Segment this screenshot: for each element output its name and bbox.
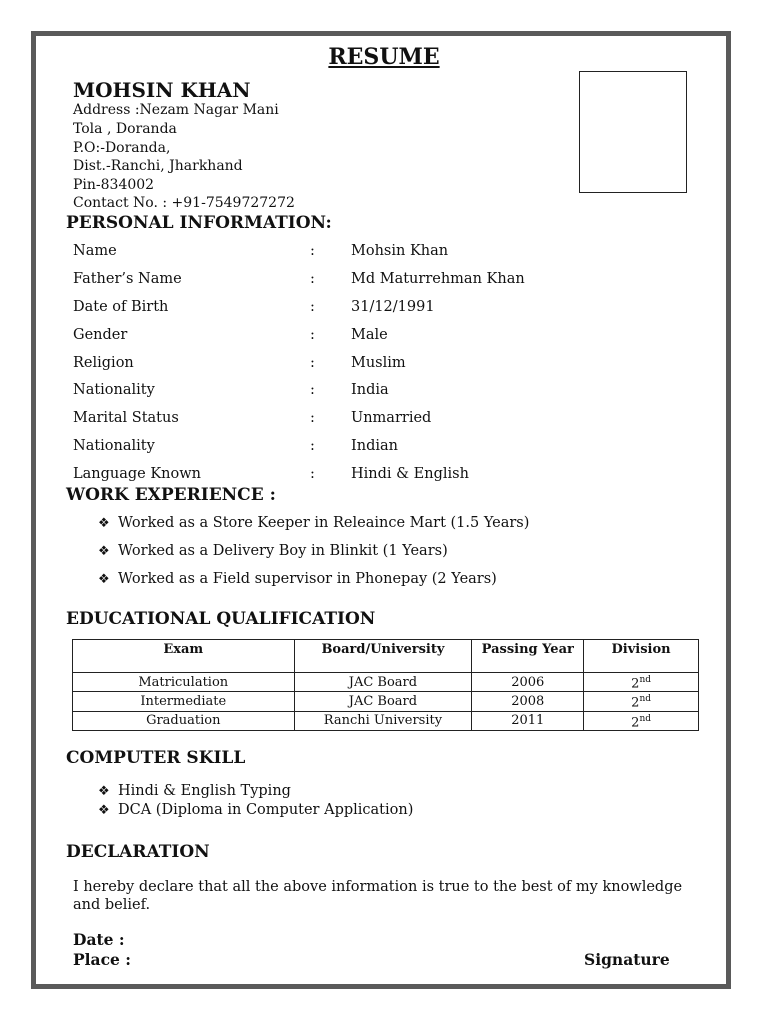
contact-line: Contact No. : +91-7549727272 — [73, 195, 295, 211]
bullet-diamond-icon: ❖ — [98, 572, 110, 587]
skill-item-text: Hindi & English Typing — [118, 783, 291, 799]
work-item — [98, 515, 529, 531]
declaration-heading: DECLARATION — [66, 842, 210, 862]
pi-label: Name — [73, 243, 117, 259]
work-item-text: Worked as a Delivery Boy in Blinkit (1 Years) — [118, 543, 448, 559]
education-heading: EDUCATIONAL QUALIFICATION — [66, 609, 376, 629]
pi-label: Date of Birth — [73, 299, 169, 315]
pi-value: Muslim — [351, 355, 406, 371]
division-value: 2 — [631, 695, 640, 711]
year-cell: 2011 — [472, 711, 584, 730]
skill-item — [98, 802, 413, 818]
board-cell: JAC Board — [294, 692, 472, 711]
pi-separator: : — [310, 438, 315, 454]
division-value: 2 — [631, 714, 640, 730]
place-label: Place : — [73, 950, 132, 969]
personal-info-heading: PERSONAL INFORMATION: — [66, 213, 332, 233]
signature-label: Signature — [584, 950, 670, 969]
column-header: Passing Year — [472, 640, 584, 673]
skill-item — [98, 783, 291, 799]
address-line: Tola , Doranda — [73, 121, 177, 137]
pi-separator: : — [310, 271, 315, 287]
exam-cell: Graduation — [73, 711, 295, 730]
table-row — [73, 673, 699, 692]
candidate-name: MOHSIN KHAN — [73, 78, 251, 102]
computer-skill-heading: COMPUTER SKILL — [66, 748, 246, 768]
year-cell: 2008 — [472, 692, 584, 711]
pi-value: Hindi & English — [351, 466, 469, 482]
work-item — [98, 571, 497, 587]
pi-separator: : — [310, 382, 315, 398]
address-line: Pin-834002 — [73, 177, 155, 193]
education-table — [72, 639, 699, 731]
column-header: Division — [584, 640, 699, 673]
work-item-text: Worked as a Store Keeper in Releaince Mart (1.5 Years) — [118, 515, 530, 531]
photo-placeholder — [579, 71, 687, 193]
pi-value: Mohsin Khan — [351, 243, 449, 259]
pi-separator: : — [310, 243, 315, 259]
division-cell — [584, 692, 699, 711]
pi-label: Marital Status — [73, 410, 179, 426]
pi-separator: : — [310, 355, 315, 371]
pi-value: India — [351, 382, 389, 398]
pi-label: Gender — [73, 327, 128, 343]
address-line: Dist.-Ranchi, Jharkhand — [73, 158, 243, 174]
pi-value: Male — [351, 327, 388, 343]
pi-label: Language Known — [73, 466, 202, 482]
address-line: Address :Nezam Nagar Mani — [73, 102, 279, 118]
pi-label: Nationality — [73, 382, 155, 398]
pi-separator: : — [310, 299, 315, 315]
pi-separator: : — [310, 410, 315, 426]
pi-value: Indian — [351, 438, 398, 454]
table-row — [73, 692, 699, 711]
bullet-diamond-icon: ❖ — [98, 544, 110, 559]
column-header: Board/University — [294, 640, 472, 673]
division-suffix: nd — [639, 713, 651, 724]
table-header-row — [73, 640, 699, 673]
division-cell — [584, 711, 699, 730]
pi-value: Unmarried — [351, 410, 432, 426]
table-row — [73, 711, 699, 730]
pi-label: Religion — [73, 355, 134, 371]
division-value: 2 — [631, 676, 640, 692]
pi-value: 31/12/1991 — [351, 299, 435, 315]
pi-separator: : — [310, 466, 315, 482]
skill-item-text: DCA (Diploma in Computer Application) — [118, 802, 414, 818]
board-cell: Ranchi University — [294, 711, 472, 730]
date-label: Date : — [73, 930, 125, 949]
pi-label: Father’s Name — [73, 271, 182, 287]
year-cell: 2006 — [472, 673, 584, 692]
bullet-diamond-icon: ❖ — [98, 803, 110, 818]
resume-title: RESUME — [328, 44, 440, 70]
declaration-text: I hereby declare that all the above information is true to the best of my knowledge and belief. — [73, 879, 683, 913]
board-cell: JAC Board — [294, 673, 472, 692]
pi-separator: : — [310, 327, 315, 343]
exam-cell: Intermediate — [73, 692, 295, 711]
address-line: P.O:-Doranda, — [73, 140, 171, 156]
pi-value: Md Maturrehman Khan — [351, 271, 525, 287]
work-experience-heading: WORK EXPERIENCE : — [66, 485, 276, 505]
exam-cell: Matriculation — [73, 673, 295, 692]
work-item-text: Worked as a Field supervisor in Phonepay (2 Years) — [118, 571, 497, 587]
bullet-diamond-icon: ❖ — [98, 516, 110, 531]
division-cell — [584, 673, 699, 692]
division-suffix: nd — [639, 694, 651, 705]
pi-label: Nationality — [73, 438, 155, 454]
column-header: Exam — [73, 640, 295, 673]
division-suffix: nd — [639, 675, 651, 685]
bullet-diamond-icon: ❖ — [98, 784, 110, 799]
work-item — [98, 543, 448, 559]
